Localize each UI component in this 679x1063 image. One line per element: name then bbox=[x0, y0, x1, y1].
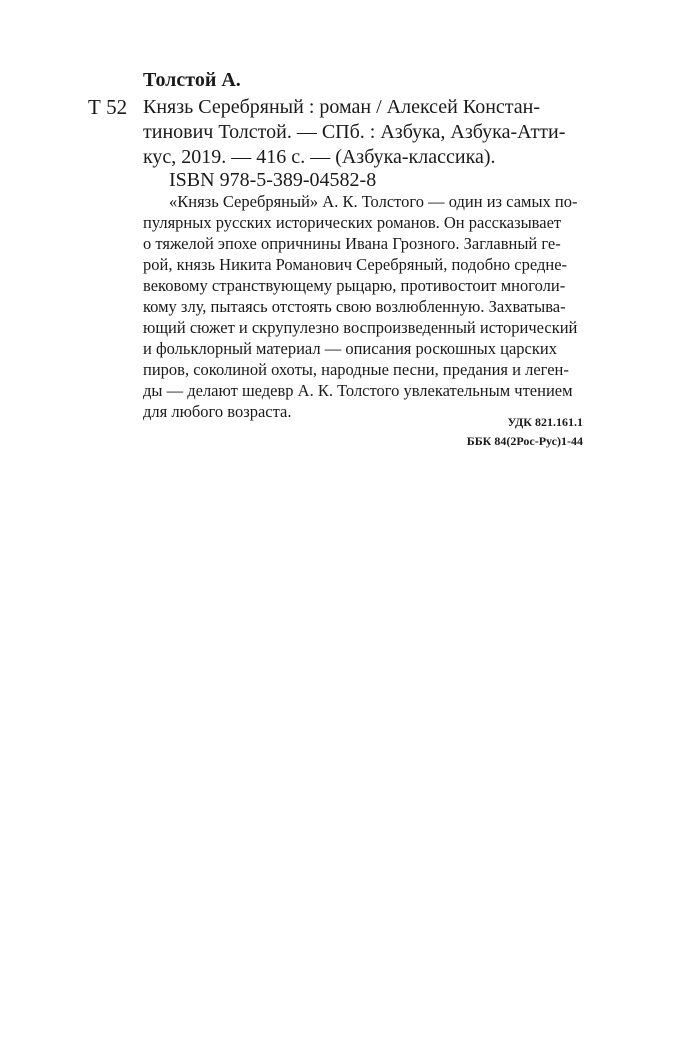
title-line: кус, 2019. — 416 с. — (Азбука-классика). bbox=[143, 146, 496, 168]
title-line: Князь Серебряный : роман / Алексей Констан- bbox=[143, 96, 541, 118]
author-mark: Т 52 bbox=[88, 95, 128, 119]
abstract-line: ды — делают шедевр А. К. Толстого увлекательным чтением bbox=[143, 381, 573, 400]
abstract-line: о тяжелой эпохе опричнины Ивана Грозного. Заглавный ге- bbox=[143, 234, 561, 253]
abstract-line: вековому странствующему рыцарю, противостоит многоли- bbox=[143, 276, 566, 295]
abstract-line: рой, князь Никита Романович Серебряный, подобно средне- bbox=[143, 255, 568, 274]
isbn: ISBN 978-5-389-04582-8 bbox=[169, 169, 377, 191]
abstract-line: для любого возраста. bbox=[143, 402, 292, 421]
abstract-line: кому злу, пытаясь отстоять свою возлюбленную. Захватыва- bbox=[143, 297, 566, 316]
abstract-line: «Князь Серебряный» А. К. Толстого — один из самых по- bbox=[169, 192, 578, 211]
abstract-line: пулярных русских исторических романов. Он рассказывает bbox=[143, 213, 562, 232]
bbk-code: ББК 84(2Рос-Рус)1-44 bbox=[466, 434, 583, 448]
udk-code: УДК 821.161.1 bbox=[507, 415, 583, 429]
abstract-line: пиров, соколиной охоты, народные песни, предания и леген- bbox=[143, 360, 569, 379]
abstract-line: и фольклорный материал — описания роскошных царских bbox=[143, 339, 557, 358]
abstract-line: ющий сюжет и скрупулезно воспроизведенный исторический bbox=[143, 318, 578, 337]
title-line: тинович Толстой. — СПб. : Азбука, Азбука-Атти- bbox=[143, 121, 566, 143]
author-heading: Толстой А. bbox=[143, 69, 241, 91]
